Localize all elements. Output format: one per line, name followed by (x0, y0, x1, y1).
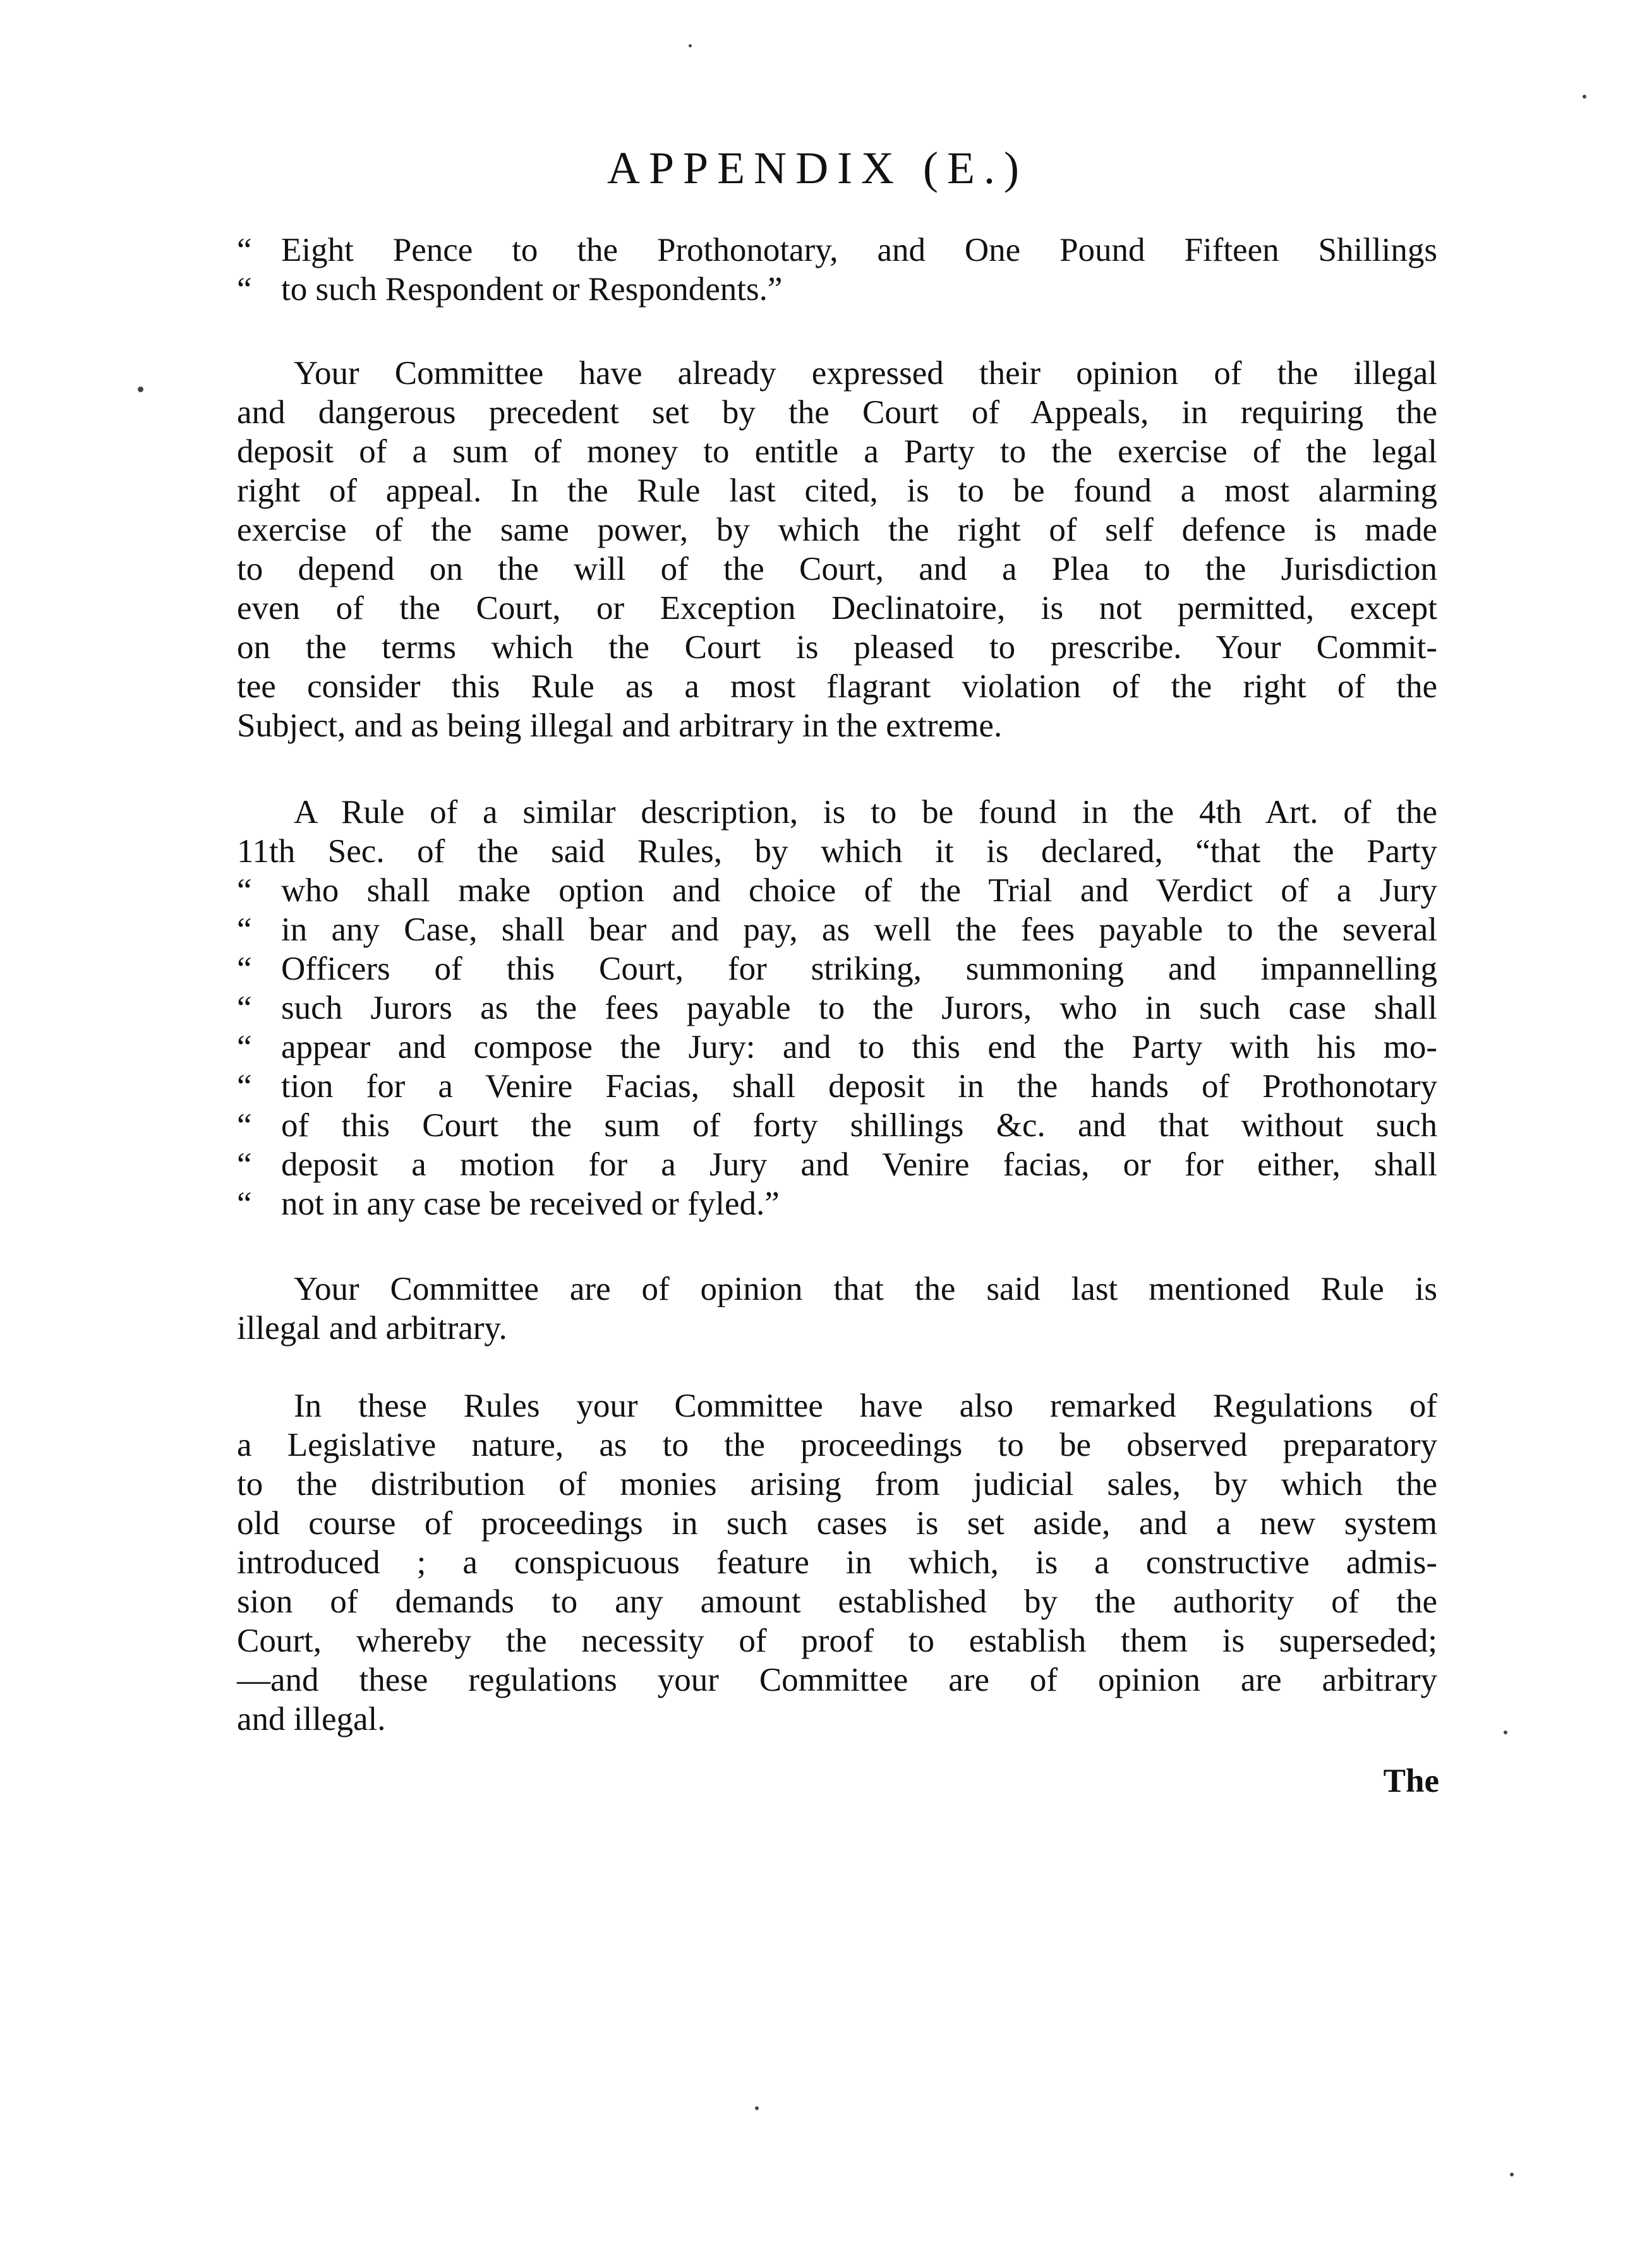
text-line: even of the Court, or Exception Declinatoire, is not permitted, except (237, 590, 1437, 627)
page-heading: APPENDIX (E.) (607, 143, 1028, 193)
text-line: right of appeal. In the Rule last cited, is to be found a most alarming (237, 472, 1437, 509)
paragraph-3 (237, 1269, 1437, 1348)
text-line: deposit of a sum of money to entitle a Party to the exercise of the legal (237, 433, 1437, 470)
text-line: tee consider this Rule as a most flagrant violation of the right of the (237, 668, 1437, 705)
scan-speck (1583, 95, 1586, 99)
text-line: “ such Jurors as the fees payable to the Jurors, who in such case shall (237, 990, 1437, 1026)
text-line: Court, whereby the necessity of proof to establish them is superseded; (237, 1623, 1437, 1659)
text-line: and dangerous precedent set by the Court of Appeals, in requiring the (237, 394, 1437, 431)
scan-speck (755, 2106, 759, 2110)
text-line: to depend on the will of the Court, and a Plea to the Jurisdiction (237, 551, 1437, 587)
text-line: —and these regulations your Committee are of opinion are arbitrary (237, 1662, 1437, 1698)
scan-speck (1510, 2173, 1514, 2176)
text-line: old course of proceedings in such cases is set aside, and a new system (237, 1505, 1437, 1542)
text-line: “ in any Case, shall bear and pay, as well the fees payable to the several (237, 911, 1437, 948)
text-line: “ Officers of this Court, for striking, summoning and impannelling (237, 951, 1437, 987)
text-line: Subject, and as being illegal and arbitrary in the extreme. (237, 707, 1003, 744)
text-line: “ to such Respondent or Respondents.” (237, 271, 783, 308)
text-line: Your Committee are of opinion that the said last mentioned Rule is (294, 1271, 1437, 1307)
text-line: “ appear and compose the Jury: and to this end the Party with his mo- (237, 1029, 1437, 1065)
text-line: exercise of the same power, by which the right of self defence is made (237, 512, 1437, 548)
text-line: a Legislative nature, as to the proceedings to be observed preparatory (237, 1427, 1437, 1463)
text-line: “ not in any case be received or fyled.” (237, 1185, 780, 1222)
text-line: 11th Sec. of the said Rules, by which it is declared, “that the Party (237, 833, 1437, 870)
text-line: introduced ; a conspicuous feature in which, is a constructive admis- (237, 1544, 1437, 1581)
text-line: “ deposit a motion for a Jury and Venire facias, or for either, shall (237, 1146, 1437, 1183)
text-line: “ Eight Pence to the Prothonotary, and One Pound Fifteen Shillings (237, 232, 1437, 268)
text-line: In these Rules your Committee have also remarked Regulations of (294, 1388, 1437, 1424)
text-line: sion of demands to any amount established by the authority of the (237, 1583, 1437, 1620)
paragraph-4 (237, 1386, 1437, 1739)
text-line: Your Committee have already expressed their opinion of the illegal (294, 355, 1437, 392)
scan-speck (1504, 1731, 1507, 1734)
paragraph-2 (237, 793, 1437, 1223)
text-line: “ tion for a Venire Facias, shall deposit in the hands of Prothonotary (237, 1068, 1437, 1105)
text-line: “ who shall make option and choice of the Trial and Verdict of a Jury (237, 872, 1437, 909)
scan-speck (689, 44, 692, 47)
text-line: and illegal. (237, 1701, 386, 1737)
text-line: illegal and arbitrary. (237, 1310, 507, 1347)
text-line: A Rule of a similar description, is to be found in the 4th Art. of the (294, 794, 1437, 831)
paragraph-1 (237, 354, 1437, 745)
scan-speck (138, 387, 143, 392)
quote-continuation (237, 231, 1437, 309)
text-line: on the terms which the Court is pleased to prescribe. Your Commit- (237, 629, 1437, 666)
text-line: to the distribution of monies arising from judicial sales, by which the (237, 1466, 1437, 1503)
text-line: “ of this Court the sum of forty shillings &c. and that without such (237, 1107, 1437, 1144)
catchword: The (1383, 1763, 1439, 1799)
